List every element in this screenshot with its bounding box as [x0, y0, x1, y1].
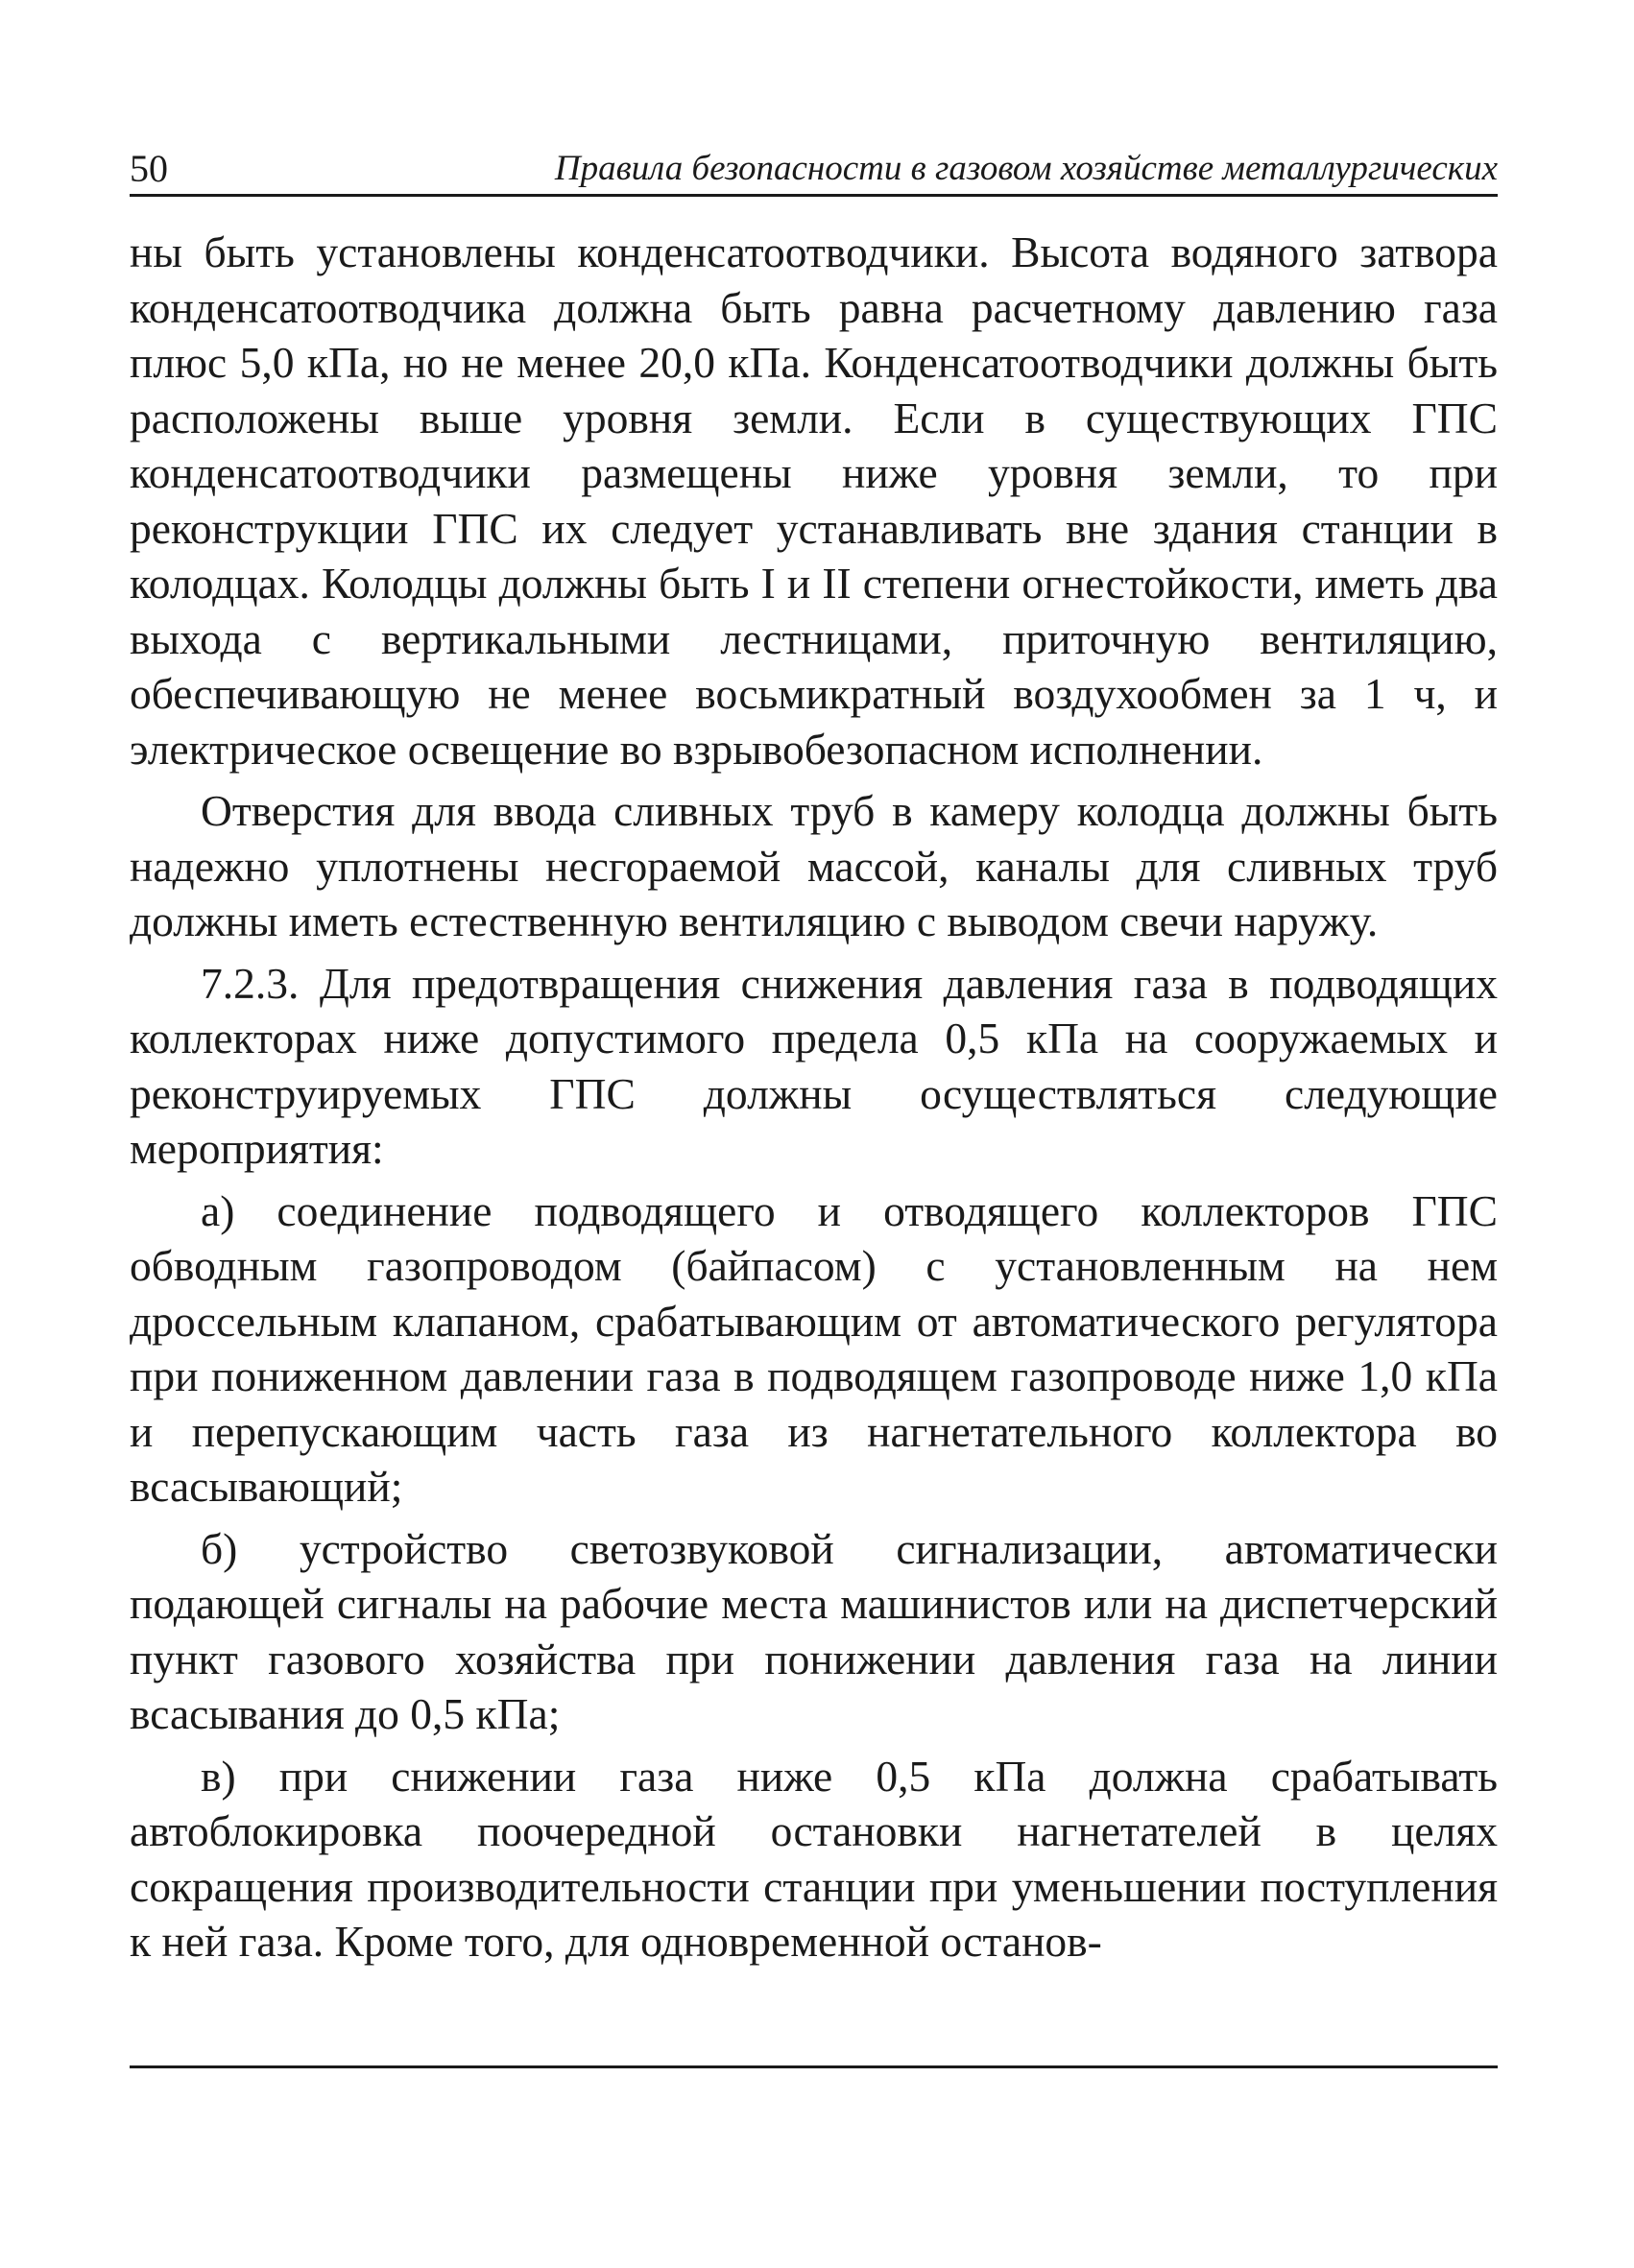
list-item-v: в) при снижении газа ниже 0,5 кПа должна срабатывать автоблокировка поочередной остановки нагнетателей в целях сокращения производительности станции при уменьшении поступления к ней газа. Кроме того, для одновременной останов-	[130, 1751, 1498, 1966]
running-title: Правила безопасности в газовом хозяйстве металлургических	[554, 149, 1498, 188]
footer-divider	[130, 2065, 1498, 2068]
paragraph-section-7-2-3: 7.2.3. Для предотвращения снижения давления газа в подводящих коллекторах ниже допустимого предела 0,5 кПа на сооружаемых и реконструируемых ГПС должны осуществляться следующие мероприятия:	[130, 958, 1498, 1173]
list-item-b: б) устройство светозвуковой сигнализации, автоматически подающей сигналы на рабочие места машинистов или на диспетчерский пункт газового хозяйства при понижении давления газа на линии всасывания до 0,5 кПа;	[130, 1523, 1498, 1738]
page-header	[130, 144, 1498, 197]
paragraph-drain-openings: Отверстия для ввода сливных труб в камеру колодца должны быть надежно уплотнены несгораемой массой, каналы для сливных труб должны иметь естественную вентиляцию с выводом свечи наружу.	[130, 786, 1498, 945]
list-item-a: а) соединение подводящего и отводящего коллекторов ГПС обводным газопроводом (байпасом) с установленным на нем дроссельным клапаном, срабатывающим от автоматического регулятора при пониженном давлении газа в подводящем газопроводе ниже 1,0 кПа и перепускающим часть газа из нагнетательного коллектора во всасывающий;	[130, 1185, 1498, 1511]
paragraph-continuation: ны быть установлены конденсатоотводчики. Высота водяного затвора конденсатоотводчика должна быть равна расчетному давлению газа плюс 5,0 кПа, но не менее 20,0 кПа. Конденсатоотводчики должны быть расположены выше уровня земли. Если в существующих ГПС конденсатоотводчики размещены ниже уровня земли, то при реконструкции ГПС их следует устанавливать вне здания станции в колодцах. Колодцы должны быть I и II степени огнестойкости, иметь два выхода с вертикальными лестницами, приточную вентиляцию, обеспечивающую не менее восьмикратный воздухообмен за 1 ч, и электрическое освещение во взрывобезопасном исполнении.	[130, 227, 1498, 774]
page-number: 50	[130, 147, 168, 190]
body-text	[130, 225, 1498, 1970]
